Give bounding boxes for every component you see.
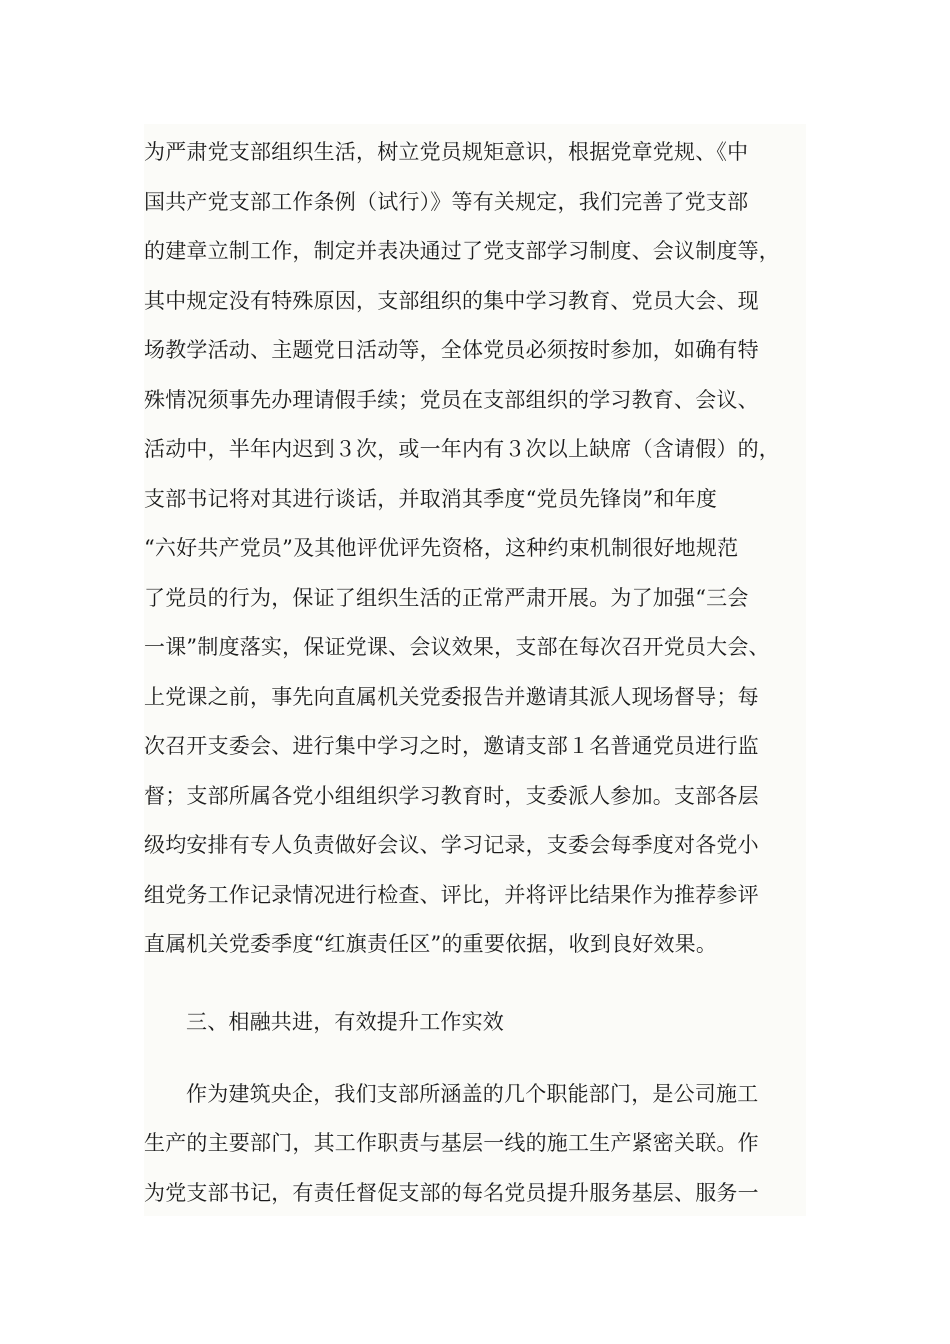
paragraph-line: 督；支部所属各党小组组织学习教育时，支委派人参加。支部各层 <box>144 784 759 808</box>
paragraph-line: 殊情况须事先办理请假手续；党员在支部组织的学习教育、会议、 <box>144 388 759 412</box>
paragraph-line: 组党务工作记录情况进行检查、评比，并将评比结果作为推荐参评 <box>144 883 759 907</box>
paragraph-line: 国共产党支部工作条例（试行）》等有关规定，我们完善了党支部 <box>144 190 749 214</box>
paragraph-line: 场教学活动、主题党日活动等，全体党员必须按时参加，如确有特 <box>144 338 759 362</box>
paragraph-line: “六好共产党员”及其他评优评先资格，这种约束机制很好地规范 <box>144 536 739 560</box>
paragraph-line: 级均安排有专人负责做好会议、学习记录，支委会每季度对各党小 <box>144 833 759 857</box>
paragraph-line: 直属机关党委季度“红旗责任区”的重要依据，收到良好效果。 <box>144 932 718 956</box>
paragraph-line: 生产的主要部门，其工作职责与基层一线的施工生产紧密关联。作 <box>144 1131 759 1155</box>
paragraph-line: 为严肃党支部组织生活，树立党员规矩意识，根据党章党规、《中 <box>144 140 749 164</box>
paragraph-line: 其中规定没有特殊原因，支部组织的集中学习教育、党员大会、现 <box>144 289 759 313</box>
paragraph-line: 作为建筑央企，我们支部所涵盖的几个职能部门，是公司施工 <box>186 1082 759 1106</box>
paragraph-line: 支部书记将对其进行谈话，并取消其季度“党员先锋岗”和年度 <box>144 487 718 511</box>
paragraph-line: 的建章立制工作，制定并表决通过了党支部学习制度、会议制度等， <box>144 239 780 263</box>
paragraph-line: 了党员的行为，保证了组织生活的正常严肃开展。为了加强“三会 <box>144 586 749 610</box>
section-heading: 三、相融共进，有效提升工作实效 <box>186 1010 504 1034</box>
paragraph-line: 为党支部书记，有责任督促支部的每名党员提升服务基层、服务一 <box>144 1181 759 1205</box>
paragraph-line: 一课”制度落实，保证党课、会议效果，支部在每次召开党员大会、 <box>144 635 770 659</box>
paragraph-line: 活动中，半年内迟到３次，或一年内有３次以上缺席（含请假）的， <box>144 437 780 461</box>
paragraph-line: 上党课之前，事先向直属机关党委报告并邀请其派人现场督导；每 <box>144 685 759 709</box>
document-body <box>144 124 806 1216</box>
paragraph-line: 次召开支委会、进行集中学习之时，邀请支部１名普通党员进行监 <box>144 734 759 758</box>
